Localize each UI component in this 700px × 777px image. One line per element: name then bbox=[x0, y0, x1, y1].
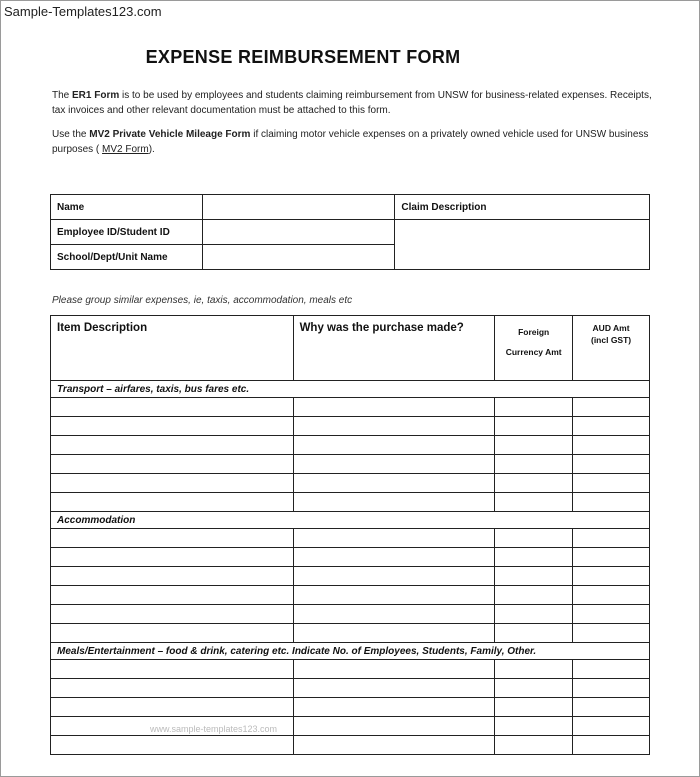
section-transport: Transport – airfares, taxis, bus fares etc. bbox=[51, 381, 650, 398]
school-dept-label: School/Dept/Unit Name bbox=[51, 245, 203, 270]
table-row[interactable] bbox=[51, 455, 650, 474]
school-dept-field[interactable] bbox=[202, 245, 395, 270]
intro2-text: if claiming motor vehicle expenses on a privately owned vehicle used for UNSW business purposes ( bbox=[52, 129, 649, 155]
section-accommodation: Accommodation bbox=[51, 512, 650, 529]
claim-description-field[interactable] bbox=[395, 220, 650, 270]
table-row[interactable] bbox=[51, 493, 650, 512]
intro1-bold: ER1 Form bbox=[72, 90, 120, 101]
claimant-info-table bbox=[50, 194, 650, 270]
intro1-prefix: The bbox=[52, 90, 73, 101]
intro2-prefix: Use the bbox=[52, 129, 90, 140]
watermark-top: Sample-Templates123.com bbox=[4, 4, 162, 19]
table-row[interactable] bbox=[51, 605, 650, 624]
table-row[interactable] bbox=[51, 698, 650, 717]
table-row[interactable] bbox=[51, 398, 650, 417]
employee-id-label: Employee ID/Student ID bbox=[51, 220, 203, 245]
table-row[interactable] bbox=[51, 529, 650, 548]
expense-table-header bbox=[51, 316, 650, 381]
col-foreign-line2: Currency Amt bbox=[505, 347, 562, 357]
col-why-purchase: Why was the purchase made? bbox=[293, 316, 495, 381]
col-aud-line1: AUD Amt bbox=[592, 323, 630, 333]
table-row[interactable] bbox=[51, 717, 650, 736]
intro-paragraph-1 bbox=[52, 88, 652, 118]
intro2-bold: MV2 Private Vehicle Mileage Form bbox=[89, 129, 251, 140]
table-row[interactable] bbox=[51, 586, 650, 605]
form-title: EXPENSE REIMBURSEMENT FORM bbox=[145, 47, 461, 67]
mv2-form-link[interactable]: MV2 Form bbox=[102, 144, 149, 155]
table-row[interactable] bbox=[51, 436, 650, 455]
grouping-note: Please group similar expenses, ie, taxis, accommodation, meals etc bbox=[52, 295, 353, 306]
table-row[interactable] bbox=[51, 417, 650, 436]
col-foreign-currency bbox=[495, 316, 573, 381]
col-aud-amount bbox=[573, 316, 650, 381]
intro-paragraph-2 bbox=[52, 127, 656, 157]
section-meals: Meals/Entertainment – food & drink, catering etc. Indicate No. of Employees, Students, Family, Other. bbox=[51, 643, 650, 660]
col-item-description: Item Description bbox=[51, 316, 294, 381]
col-foreign-line1: Foreign bbox=[518, 327, 550, 337]
table-row[interactable] bbox=[51, 660, 650, 679]
claim-description-label: Claim Description bbox=[395, 195, 650, 220]
table-row[interactable] bbox=[51, 736, 650, 755]
table-row[interactable] bbox=[51, 679, 650, 698]
intro2-suffix: ). bbox=[148, 144, 155, 155]
name-field[interactable] bbox=[202, 195, 395, 220]
col-aud-line2: (incl GST) bbox=[590, 335, 632, 345]
intro1-text: is to be used by employees and students claiming reimbursement from UNSW for business-related expenses. Receipts, tax invoices and other relevant documentation must be attached to this form. bbox=[52, 90, 652, 116]
table-row[interactable] bbox=[51, 548, 650, 567]
table-row[interactable] bbox=[51, 567, 650, 586]
table-row[interactable] bbox=[51, 474, 650, 493]
watermark-bottom: www.sample-templates123.com bbox=[150, 724, 278, 734]
expense-table bbox=[50, 315, 650, 755]
table-row[interactable] bbox=[51, 624, 650, 643]
name-label: Name bbox=[51, 195, 203, 220]
employee-id-field[interactable] bbox=[202, 220, 395, 245]
